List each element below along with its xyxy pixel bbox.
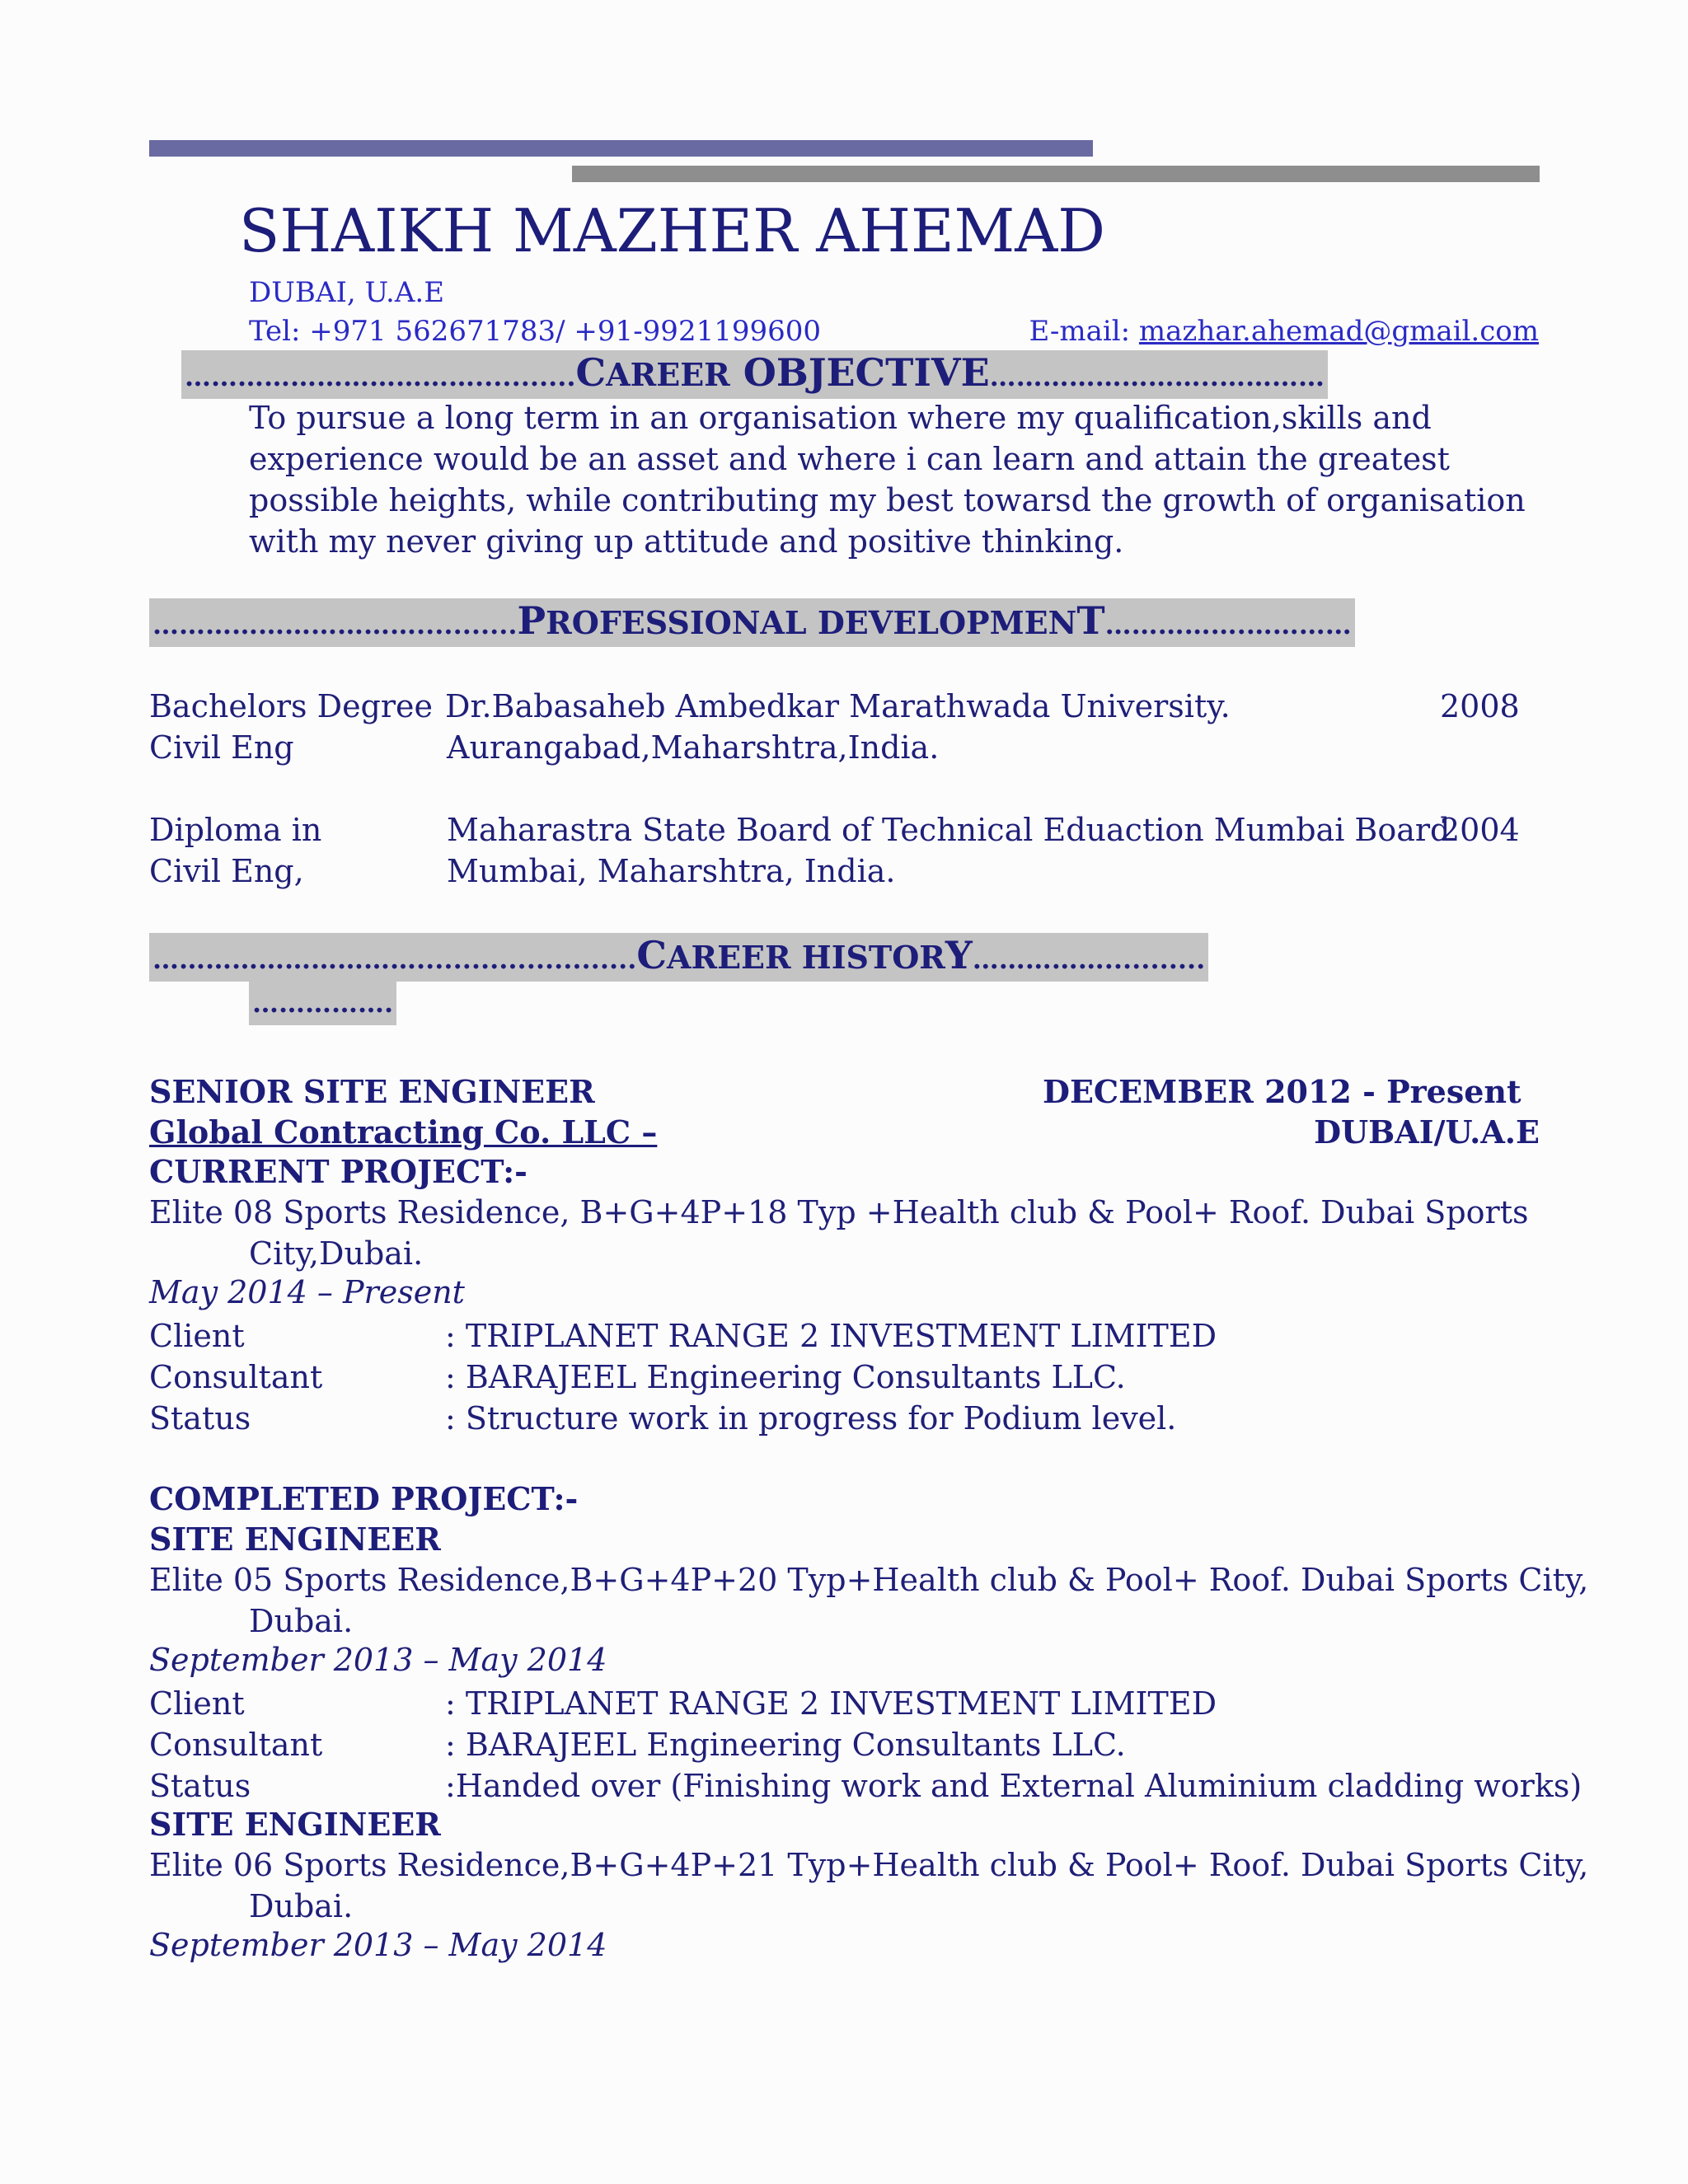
edu-institution: Maharastra State Board of Technical Eduaction Mumbai Board: [447, 812, 1451, 848]
heading-dots: ……………………..…………: [989, 361, 1325, 392]
consultant-value: : BARAJEEL Engineering Consultants LLC.: [445, 1359, 1126, 1395]
section-heading-professional-development: [149, 598, 1355, 647]
section-heading-career-objective: [181, 350, 1328, 399]
heading-initial: C: [575, 350, 607, 395]
heading-final: Y: [945, 933, 973, 977]
project-role: SITE ENGINEER: [149, 1521, 441, 1558]
heading-word: OBJECTIVE: [729, 350, 990, 395]
project-dates: September 2013 – May 2014: [149, 1927, 607, 1963]
heading-dots: ……………………………...........: [185, 361, 576, 392]
job-period: DECEMBER 2012 - Present: [1043, 1073, 1522, 1110]
edu-degree: Civil Eng,: [149, 853, 304, 889]
company-line: [149, 1113, 1540, 1151]
edu-year: 2004: [1440, 812, 1520, 848]
edu-degree: Bachelors Degree: [149, 688, 434, 724]
heading-dots: …………….…………: [1104, 609, 1352, 640]
company-name: Global Contracting Co. LLC –: [149, 1113, 658, 1151]
current-project-heading: CURRENT PROJECT:-: [149, 1153, 528, 1190]
project-role: SITE ENGINEER: [149, 1806, 441, 1843]
telephone: Tel: +971 562671783/ +91-9921199600: [249, 315, 821, 348]
client-value: : TRIPLANET RANGE 2 INVESTMENT LIMITED: [445, 1685, 1217, 1722]
edu-degree: Diploma in: [149, 812, 322, 848]
header-rule-purple: [149, 140, 1093, 157]
project-description: Elite 05 Sports Residence,B+G+4P+20 Typ+Health club & Pool+ Roof. Dubai Sports City,: [149, 1562, 1589, 1598]
job-position: SENIOR SITE ENGINEER: [149, 1073, 595, 1110]
heading-rest: AREER: [606, 356, 730, 393]
project-description: Elite 08 Sports Residence, B+G+4P+18 Typ +Health club & Pool+ Roof. Dubai Sports: [149, 1194, 1529, 1230]
completed-project-heading: COMPLETED PROJECT:-: [149, 1480, 579, 1517]
heading-initial: P: [517, 598, 546, 643]
project-description-cont: Dubai.: [249, 1888, 354, 1924]
client-label: Client: [149, 1318, 245, 1354]
email-label: E-mail:: [1029, 315, 1139, 348]
consultant-value: : BARAJEEL Engineering Consultants LLC.: [445, 1727, 1126, 1763]
edu-year: 2008: [1440, 688, 1520, 724]
edu-institution: Dr.Babasaheb Ambedkar Marathwada University.: [445, 688, 1231, 724]
candidate-name: SHAIKH MAZHER AHEMAD: [239, 196, 1105, 265]
status-value: :Handed over (Finishing work and External Aluminium cladding works): [445, 1768, 1582, 1804]
heading-dots: …………………………...........: [152, 609, 518, 640]
project-dates: May 2014 – Present: [149, 1274, 465, 1310]
heading-dots: …………….: [252, 987, 394, 1019]
project-description: Elite 06 Sports Residence,B+G+4P+21 Typ+Health club & Pool+ Roof. Dubai Sports City,: [149, 1847, 1589, 1883]
client-label: Client: [149, 1685, 245, 1722]
project-dates: September 2013 – May 2014: [149, 1642, 607, 1678]
email-link[interactable]: mazhar.ahemad@gmail.com: [1138, 315, 1539, 348]
heading-final: T: [1076, 598, 1105, 643]
edu-institution: Aurangabad,Maharshtra,India.: [447, 729, 940, 766]
header-rule-gray: [572, 166, 1540, 182]
client-value: : TRIPLANET RANGE 2 INVESTMENT LIMITED: [445, 1318, 1217, 1354]
status-label: Status: [149, 1400, 251, 1436]
project-description-cont: Dubai.: [249, 1603, 354, 1639]
edu-institution: Mumbai, Maharshtra, India.: [447, 853, 896, 889]
location: DUBAI, U.A.E: [249, 276, 445, 309]
consultant-label: Consultant: [149, 1727, 323, 1763]
status-label: Status: [149, 1768, 251, 1804]
email-line: [1029, 315, 1539, 348]
section-heading-career-history: [149, 933, 1208, 982]
heading-dots: …………………………........................: [152, 944, 637, 975]
consultant-label: Consultant: [149, 1359, 323, 1395]
heading-rest: ROFESSIONAL DEVELOPMEN: [546, 604, 1077, 641]
heading-rest: AREER HISTOR: [667, 939, 945, 976]
project-description-cont: City,Dubai.: [249, 1235, 424, 1272]
edu-degree: Civil Eng: [149, 729, 294, 766]
status-value: : Structure work in progress for Podium level.: [445, 1400, 1177, 1436]
heading-dots: ……………...........: [972, 944, 1206, 975]
career-objective-text: To pursue a long term in an organisation where my qualification,skills and experience would be an asset and where i can learn and attain the greatest possible heights, while contributing my best towarsd the growth of organisation with my never giving up attitude and positive thinking.: [249, 400, 1526, 560]
company-location: DUBAI/U.A.E: [1314, 1113, 1540, 1151]
heading-initial: C: [636, 933, 667, 977]
section-heading-dots-continued: [249, 979, 396, 1025]
